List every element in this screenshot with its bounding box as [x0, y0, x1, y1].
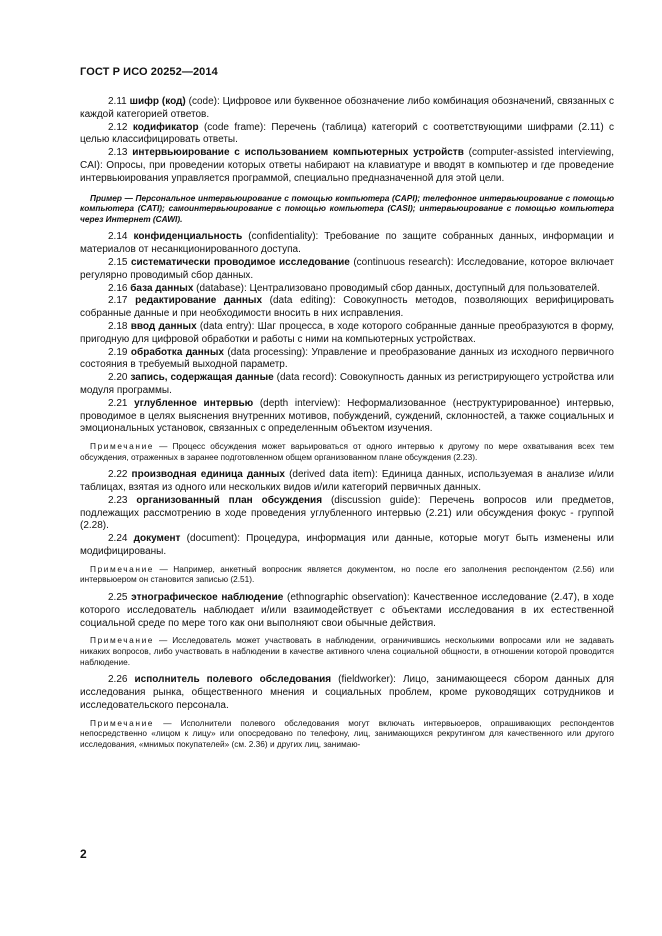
entry-number: 2.15 [108, 256, 128, 268]
term-name: производная единица данных [131, 469, 285, 481]
term-name: запись, содержащая данные [130, 372, 274, 384]
term-entry [80, 398, 614, 436]
term-name: ввод данных [130, 320, 197, 332]
term-entry [80, 347, 614, 373]
entry-number: 2.14 [108, 231, 128, 243]
entry-number: 2.12 [108, 121, 128, 133]
note-label: Примечание [90, 635, 155, 646]
entry-number: 2.20 [108, 372, 128, 384]
term-name: исполнитель полевого обследования [134, 674, 332, 686]
term-name: интервьюирование с использованием компьютерных устройств [132, 147, 464, 159]
entry-number: 2.18 [108, 320, 128, 332]
note-paragraph [80, 635, 614, 667]
term-name: организованный план обсуждения [136, 494, 323, 506]
term-name: этнографическое наблюдение [131, 592, 284, 604]
term-definition: (computer-assisted interviewing, CAI): Опросы, при проведении которых ответы набирают на клавиатуре и вводят в компьютер и где проведение интервьюирования управляется программой, специально предназначенной для этой цели. [80, 147, 614, 184]
note-label: Примечание [90, 441, 155, 452]
term-entry [80, 295, 614, 321]
term-definition: (data entry): Шаг процесса, в ходе которого собранные данные преобразуются в форму, пригодную для цифровой обработки и работы с ними на компьютерных устройствах. [80, 320, 614, 345]
entry-number: 2.21 [108, 397, 128, 409]
entry-number: 2.23 [108, 494, 128, 506]
term-name: документ [133, 533, 181, 545]
term-definition: (continuous research): Исследование, которое включает регулярно проводимый сбор данных. [80, 256, 614, 281]
entry-number: 2.26 [108, 674, 128, 686]
term-definition: (code): Цифровое или буквенное обозначение либо комбинация обозначений, связанных с каждой категорией ответов. [80, 96, 614, 120]
entry-number: 2.17 [108, 295, 128, 307]
document-body [80, 96, 614, 756]
term-entry [80, 231, 614, 257]
term-name: шифр (код) [129, 96, 186, 107]
term-definition: (fieldworker): Лицо, занимающееся сбором данных для исследования рынка, общественного мнения и социальных проблем, кроме руководящих сотрудников и исследовательского персонала. [80, 674, 615, 711]
entry-number: 2.13 [108, 147, 128, 159]
term-entry [80, 96, 614, 122]
term-definition: (data processing): Управление и преобразование данных из исходного первичного состояния в требуемый выходной параметр. [80, 346, 614, 371]
note-label: Примечание [90, 717, 155, 728]
term-definition: (derived data item): Единица данных, используемая в анализе и/или таблицах, взятая из одного или нескольких видов и/или категорий первичных данных. [80, 469, 615, 494]
term-definition: (database): Централизовано проводимый сбор данных, доступный для пользователей. [193, 282, 600, 294]
term-name: конфиденциальность [133, 231, 243, 243]
term-entry [80, 321, 614, 347]
note-paragraph [80, 564, 614, 585]
term-definition: (discussion guide): Перечень вопросов или предметов, подлежащих рассмотрению в ходе проведения углубленного интервью (2.21) или обсуждения фокус - группой (2.28). [80, 494, 615, 532]
page-number: 2 [80, 847, 87, 861]
term-entry [80, 592, 614, 630]
note-paragraph [80, 441, 614, 462]
entry-number: 2.16 [108, 282, 128, 294]
note-text: — Исследователь может участвовать в наблюдении, ограничившись несколькими вопросами или не задавать никаких вопросов, либо участвовать в наблюдении в качестве активного члена социальной общности, в отношении которой проводится наблюдение. [80, 635, 614, 667]
term-definition: (code frame): Перечень (таблица) категорий с соответствующими шифрами (2.11) с целью классифицировать ответы. [80, 121, 614, 146]
example-paragraph: Пример — Персональное интервьюирование с помощью компьютера (CAPI); телефонное интервьюирование с помощью компьютера (CATI); самоинтервьюирование с помощью компьютера (CASI); интервьюирование с помощью компьютера через Интернет (CAWI). [80, 192, 614, 224]
term-definition: (data record): Совокупность данных из регистрирующего устройства или модуля программы. [80, 372, 614, 396]
term-definition: (document): Процедура, информация или данные, которые могут быть изменены или модифицированы. [80, 533, 615, 558]
note-paragraph [80, 718, 614, 750]
term-definition: (confidentiality): Требование по защите собранных данных, информации и материалов от несанкционированного доступа. [80, 231, 614, 256]
entry-number: 2.25 [108, 592, 128, 604]
entry-number: 2.22 [108, 469, 128, 481]
term-name: углубленное интервью [134, 397, 254, 409]
term-entry [80, 469, 614, 495]
term-definition: (ethnographic observation): Качественное исследование (2.47), в ходе которого исследователь наблюдает и/или взаимодействует с объектами исследования в их естественной социальной среде по мере того как они выполняют свои обычные действия. [80, 592, 614, 629]
note-text: — Процесс обсуждения может варьироваться от одного интервью к другому по мере охватывания всех тем обсуждения, отраженных в заранее подготовленном общем организованном плане обсуждения (2.23). [80, 441, 614, 462]
term-name: база данных [130, 282, 194, 294]
term-name: обработка данных [130, 346, 224, 358]
term-entry [80, 495, 614, 533]
term-entry [80, 257, 614, 283]
term-entry [80, 122, 614, 148]
term-name: кодификатор [132, 121, 199, 133]
entry-number: 2.19 [108, 346, 128, 358]
term-definition: (data editing): Совокупность методов, позволяющих верифицировать собранные данные и при необходимости вносить в них исправления. [80, 295, 614, 320]
note-text: — Исполнители полевого обследования могут включать интервьюеров, опрашивающих респондентов непосредственно «лицом к лицу» или опосредовано по телефону, лиц, занимающихся рекрутингом для качественного или другого исследования, «мнимых покупателей» (см. 2.36) и других лиц, занимаю- [80, 717, 614, 749]
term-entry [80, 147, 614, 185]
entry-number: 2.24 [108, 533, 128, 545]
term-definition: (depth interview): Неформализованное (неструктурированное) интервью, проводимое в целях выяснения внутренних мотивов, побуждений, суждений, склонностей, а также социальных и эмоциональных установок, связанных с определенным объектом изучения. [80, 397, 614, 435]
term-name: редактирование данных [135, 295, 263, 307]
term-name: систематически проводимое исследование [130, 256, 350, 268]
entry-number: 2.11 [108, 96, 127, 107]
term-entry [80, 283, 614, 296]
note-label: Примечание [90, 563, 155, 574]
note-text: — Например, анкетный вопросник является документом, но после его заполнения респондентом (2.56) или интервьюером он становится записью (2.51). [80, 563, 614, 585]
document-header: ГОСТ Р ИСО 20252—2014 [80, 66, 218, 78]
term-entry [80, 533, 614, 559]
term-entry [80, 372, 614, 398]
term-entry [80, 674, 614, 712]
